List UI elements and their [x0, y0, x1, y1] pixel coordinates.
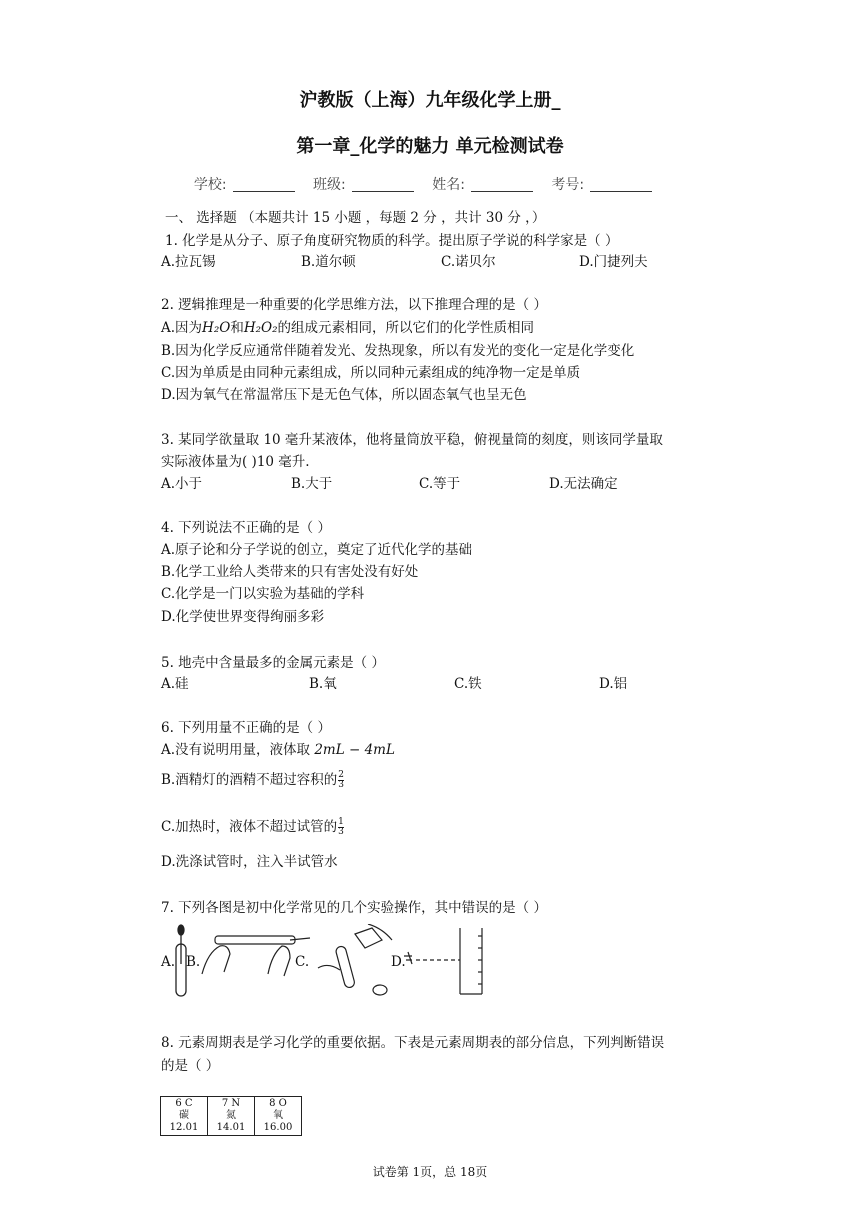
- q6-option-a[interactable]: [161, 738, 395, 758]
- q5-option-a[interactable]: A.硅: [161, 676, 189, 692]
- q6-b-text: B.酒精灯的酒精不超过容积的: [161, 772, 338, 788]
- element-cell-carbon: [161, 1097, 208, 1136]
- section-header: 一、 选择题 （本题共计 15 小题 ，每题 2 分 ，共计 30 分 ，）: [165, 210, 546, 226]
- q6-c-denominator: 3: [338, 827, 344, 837]
- periodic-table-excerpt: [160, 1096, 302, 1136]
- q7-option-a[interactable]: A.: [161, 954, 176, 970]
- class-blank[interactable]: [352, 179, 414, 192]
- q3-options: [161, 472, 721, 492]
- q1-option-a[interactable]: A.拉瓦锡: [161, 254, 216, 270]
- q5-option-d[interactable]: D.铝: [599, 676, 628, 692]
- q2-option-a[interactable]: [161, 316, 534, 336]
- q2-option-b[interactable]: B.因为化学反应通常伴随着发光、发热现象，所以有发光的变化一定是化学变化: [161, 343, 635, 359]
- q2-a-and: 和: [230, 320, 244, 336]
- q2-option-c[interactable]: C.因为单质是由同种元素组成，所以同种元素组成的纯净物一定是单质: [161, 365, 581, 381]
- q2-a-suffix: 的组成元素相同，所以它们的化学性质相同: [277, 320, 534, 336]
- pouring-icon: [318, 924, 392, 995]
- school-label: 学校:: [193, 177, 227, 193]
- q1-option-c[interactable]: C.诺贝尔: [441, 254, 496, 270]
- q6-b-denominator: 3: [338, 780, 344, 790]
- element-mass: 12.01: [169, 1122, 199, 1133]
- q1-option-b[interactable]: B.道尔顿: [301, 254, 356, 270]
- q3-stem-line-1: 3. 某同学欲量取 10 毫升某液体，他将量筒放平稳，俯视量筒的刻度，则该同学量取: [161, 432, 663, 448]
- q4-stem: 4. 下列说法不正确的是（ ）: [161, 520, 331, 536]
- q6-a-math: 2mL − 4mL: [314, 742, 395, 758]
- q5-option-b[interactable]: B.氧: [309, 676, 337, 692]
- q6-c-fraction: [338, 818, 344, 837]
- element-name: 碳: [179, 1110, 189, 1121]
- q2-a-prefix: A.因为: [161, 320, 203, 336]
- q8-stem-line-2: 的是（ ）: [161, 1058, 220, 1074]
- element-name: 氮: [226, 1110, 236, 1121]
- q1-options: [161, 250, 721, 270]
- exam-no-label: 考号:: [551, 177, 585, 193]
- name-label: 姓名:: [432, 177, 465, 193]
- q1-option-d[interactable]: D.门捷列夫: [579, 254, 648, 270]
- element-cell-nitrogen: [208, 1097, 255, 1136]
- q1-stem: 1. 化学是从分子、原子角度研究物质的科学。提出原子学说的科学家是（ ）: [165, 233, 619, 249]
- title-line-1: 沪教版（上海）九年级化学上册_: [299, 90, 561, 111]
- q6-a-text: A.没有说明用量，液体取: [161, 742, 315, 758]
- element-mass: 16.00: [263, 1122, 293, 1133]
- q5-option-c[interactable]: C.铁: [454, 676, 482, 692]
- element-name: 氧: [273, 1110, 283, 1121]
- q6-option-b[interactable]: [161, 768, 344, 790]
- q4-option-d[interactable]: D.化学使世界变得绚丽多彩: [161, 609, 325, 625]
- q4-option-c[interactable]: C.化学是一门以实验为基础的学科: [161, 586, 365, 602]
- title-line-2: 第一章_化学的魅力 单元检测试卷: [296, 136, 564, 157]
- q6-option-d[interactable]: D.洗涤试管时，注入半试管水: [161, 854, 338, 870]
- q2-option-d[interactable]: D.因为氧气在常温常压下是无色气体，所以固态氧气也呈无色: [161, 387, 527, 403]
- q3-stem-line-2: 实际液体量为( )10 毫升.: [161, 454, 310, 470]
- tube-handling-icon: [202, 936, 310, 976]
- q7-option-d[interactable]: D.: [391, 954, 406, 970]
- q6-option-c[interactable]: [161, 815, 344, 837]
- element-number-symbol: 6 C: [175, 1098, 193, 1109]
- school-blank[interactable]: [233, 179, 295, 192]
- graduated-cylinder-icon: [404, 928, 482, 994]
- q7-figure: [160, 924, 500, 1000]
- dropper-test-tube-icon: [176, 925, 186, 996]
- q2-a-formula-2: H₂O₂: [243, 320, 278, 336]
- q7-stem: 7. 下列各图是初中化学常见的几个实验操作，其中错误的是（ ）: [161, 900, 547, 916]
- q3-option-a[interactable]: A.小于: [161, 476, 203, 492]
- element-number-symbol: 7 N: [221, 1098, 241, 1109]
- name-blank[interactable]: [471, 179, 533, 192]
- lab-operations-illustration: [160, 924, 500, 1000]
- q4-option-b[interactable]: B.化学工业给人类带来的只有害处没有好处: [161, 564, 419, 580]
- q2-stem: 2. 逻辑推理是一种重要的化学思维方法，以下推理合理的是（ ）: [161, 297, 547, 313]
- q5-options: [161, 672, 721, 692]
- class-label: 班级:: [313, 177, 346, 193]
- q6-stem: 6. 下列用量不正确的是（ ）: [161, 720, 331, 736]
- q7-option-b[interactable]: B.: [186, 954, 201, 970]
- element-mass: 14.01: [216, 1122, 246, 1133]
- q8-stem-line-1: 8. 元素周期表是学习化学的重要依据。下表是元素周期表的部分信息，下列判断错误: [161, 1035, 665, 1051]
- q7-option-c[interactable]: C.: [295, 954, 310, 970]
- q3-option-c[interactable]: C.等于: [419, 476, 461, 492]
- q3-option-b[interactable]: B.大于: [291, 476, 333, 492]
- q6-c-text: C.加热时，液体不超过试管的: [161, 819, 338, 835]
- student-info: [0, 174, 860, 194]
- q5-stem: 5. 地壳中含量最多的金属元素是（ ）: [161, 655, 385, 671]
- element-number-symbol: 8 O: [269, 1098, 287, 1109]
- exam-no-blank[interactable]: [590, 179, 652, 192]
- q2-a-formula-1: H₂O: [202, 320, 231, 336]
- q3-option-d[interactable]: D.无法确定: [549, 476, 618, 492]
- q4-option-a[interactable]: A.原子论和分子学说的创立，奠定了近代化学的基础: [161, 542, 473, 558]
- q6-c-numerator: 1: [338, 817, 344, 827]
- page-footer: 试卷第 1页，总 18页: [372, 1165, 488, 1179]
- q6-b-numerator: 2: [338, 770, 344, 780]
- element-cell-oxygen: [255, 1097, 302, 1136]
- q6-b-fraction: [338, 771, 344, 790]
